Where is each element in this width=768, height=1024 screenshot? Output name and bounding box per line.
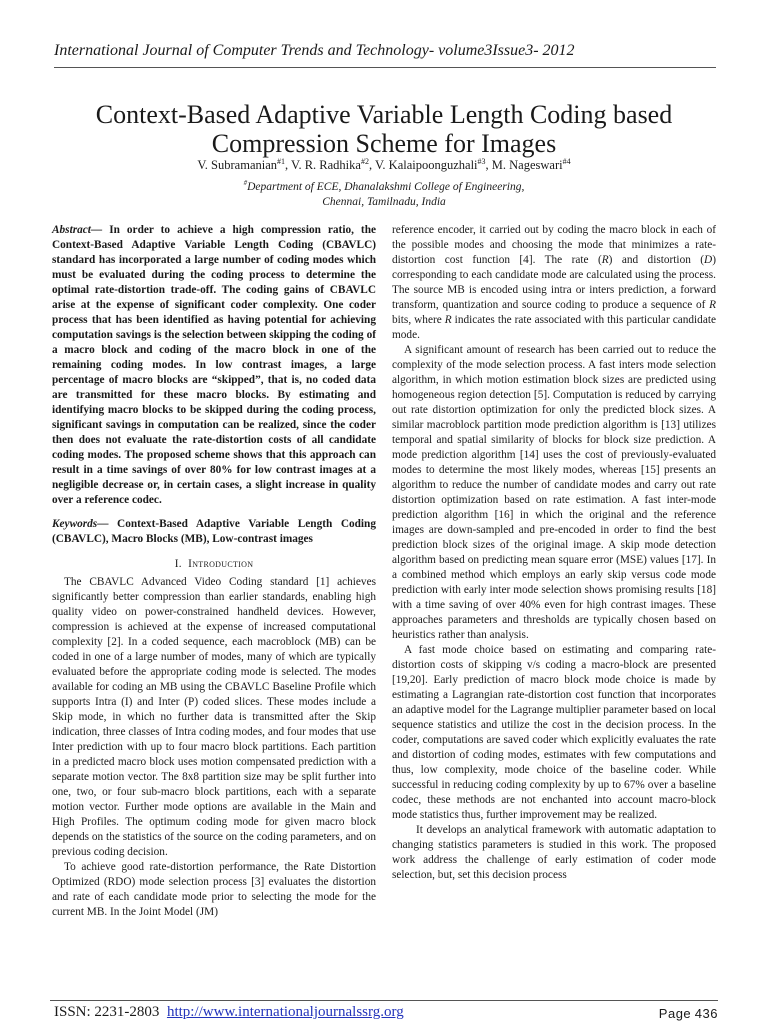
paper-title-line-2: Compression Scheme for Images	[211, 129, 557, 158]
affiliation-sup: #	[243, 179, 248, 187]
text-run: ) and distortion (	[608, 254, 705, 266]
header-divider	[54, 67, 716, 68]
author-sup: #2	[360, 157, 369, 166]
abstract-text: In order to achieve a high compression ratio, the Context-Based Adaptive Variable Length Coding (CBAVLC) standard has incorporated a large number of coding modes which must be evaluated during the coding process to determine the optimal rate-distortion trade-off. The coding gains of CBAVLC arise at the expense of significant coder complexity. One coder process that has been identified as having potential for achieving computation savings is the selection between skipping the coding of a macro block and coding of the macro block in one of the remaining coding modes. In low contrast images, a large percentage of macro blocks are “skipped”, that is, no coded data are transmitted for these macro blocks. By estimating and identifying macro blocks to be skipped during the coding process, significant savings in computation can be realized, since the coder then does not evaluate the rate-distortion costs of all candidate coding modes. The proposed scheme shows that this approach can result in a time savings of over 80% for low contrast images at a negligible decrease or, in certain cases, a slight increase in quality over a reference codec.	[52, 224, 376, 506]
left-column	[52, 223, 376, 920]
journal-website-link[interactable]: http://www.internationaljournalssrg.org	[166, 1004, 404, 1020]
abstract	[52, 223, 376, 508]
section-title: Introduction	[188, 558, 254, 570]
author-name: V. R. Radhika	[291, 158, 361, 173]
paper-title	[40, 100, 728, 158]
variable-r: R	[444, 314, 452, 326]
keywords-text: Context-Based Adaptive Variable Length Coding (CBAVLC), Macro Blocks (MB), Low-contrast images	[52, 518, 376, 545]
keywords-label: Keywords—	[52, 518, 109, 530]
issn-text: ISSN: 2231-2803	[54, 1004, 160, 1020]
affiliation-line-1: Department of ECE, Dhanalakshmi College of Engineering,	[247, 180, 525, 193]
text-run: reference encoder, it carried out by coding the macro block in each of the possible modes and choosing the mode that minimizes a rate-distortion cost function [4]. The rate (	[392, 224, 716, 266]
author-name: M. Nageswari	[491, 158, 563, 173]
right-column	[392, 223, 716, 883]
keywords	[52, 517, 376, 547]
page-number	[659, 1006, 718, 1021]
footer-divider	[50, 1000, 718, 1001]
body-paragraph	[392, 223, 716, 343]
body-paragraph: The CBAVLC Advanced Video Coding standard [1] achieves significantly better compression than earlier standards, enabling high quality video on power-constrained handheld devices. However, compression is achieved at the expense of increased computational complexity [2]. In a coded sequence, each macroblock (MB) can be coded in one of a large number of modes, many of which are typically evaluated before the appropriate coding mode is selected. The modes available for coding an MB using the CBAVLC Baseline Profile which supports Intra (I) and Inter (P) coded slices. These modes include a Skip mode, in which no further data is transmitted after the Skip indication, three classes of Intra coding modes, and four modes that use Inter prediction with up to four macro block partitions. Each partition in a predicted macro block uses motion compensated prediction with a separate motion vector. The 8x8 partition size may be split further into one, two, or four sub-macro block partitions, each with a separate motion vector. Further mode options are available in the Main and High Profiles. The optimum coding mode for given macro block depends on the statistics of the source on the coding parameters, and on previous coding decision.	[52, 576, 376, 858]
author-sup: #1	[277, 157, 286, 166]
author-list: V. Subramanian$^{\#1}$, V. R. Radhika$^{\#2}$, V. Kalaipoonguzhali$^{\#3}$, M. Nageswari$^{\#4}$	[197, 157, 571, 173]
body-paragraph: To achieve good rate-distortion performance, the Rate Distortion Optimized (RDO) mode selection process [3] evaluates the distortion and rate of each candidate mode prior to selecting the mode for the current MB. In the Joint Model (JM)	[52, 861, 376, 918]
text-run: bits, where	[392, 314, 445, 326]
affiliation-line-2: Chennai, Tamilnadu, India	[322, 195, 446, 208]
variable-r: R	[709, 299, 716, 311]
affiliation	[40, 176, 728, 210]
body-paragraph: A fast mode choice based on estimating and comparing rate-distortion costs of skipping v/s coding a macro-block are presented [19,20]. Early prediction of macro block mode choice is made by estimating a Lagrangian rate-distortion cost function that incorporates an adaptive model for the Lagrange multiplier parameter based on local sequence statistics and utilize the cost in the decision process. In the coder, computations are saved coder which explicitly evaluates the rate and distortion of coding modes, estimates with few computations and thus, low complexity, mode choice of the baseline coder. While successful in reducing coding complexity by up to 67% over a baseline codec, these methods are not enchanted into account macro-block mode statistics thus, further improvement may be realized.	[392, 644, 716, 821]
text-run: ) corresponding to each candidate mode are calculated using the process. The source MB is encoded using intra or inters prediction, a forward transform, quantization and source coding to produce a sequence of	[392, 254, 716, 311]
section-heading	[52, 557, 376, 572]
footer-issn	[54, 1004, 404, 1021]
journal-header: International Journal of Computer Trends and Technology- volume3Issue3- 2012	[54, 42, 575, 59]
variable-d: D	[704, 254, 713, 266]
page-label: Page	[658, 1006, 692, 1021]
abstract-label: Abstract—	[52, 224, 103, 236]
body-paragraph: It develops an analytical framework with automatic adaptation to changing statistics parameters is studied in this work. The proposed work address the challenge of early estimation of coder mode selection, but, set this decision process	[392, 824, 716, 881]
author-name: V. Kalaipoonguzhali	[375, 158, 478, 173]
author-name: V. Subramanian	[197, 158, 278, 173]
author-sup: #3	[477, 157, 486, 166]
page-number-value: 436	[694, 1006, 718, 1021]
paper-title-line-1: Context-Based Adaptive Variable Length Coding based	[95, 100, 673, 129]
variable-r: R	[601, 254, 609, 266]
text-run: indicates the rate associated with this particular candidate mode.	[392, 314, 716, 341]
section-number: I.	[174, 558, 182, 570]
body-paragraph: A significant amount of research has been carried out to reduce the complexity of the mode selection process. A fast inters mode selection algorithm, in which motion estimation block sizes are predicted using homogeneous region detection [5]. Computation is reduced by carrying out rate distortion optimization for only the predicted block sizes. A similar macroblock partition mode prediction algorithm is [13] utilizes temporal and spatial similarity of blocks for block size prediction. A mode prediction algorithm [14] uses the cost of previously-evaluated modes to determine the most likely modes, whereas [15] presents an algorithm to reduce the number of candidate modes and carry out rate distortion optimization based on rate estimation. A fast inter-mode prediction algorithm [16] in which the original and the reference images are down-sampled and pre-encoded in order to find the best prediction block sizes of the original image. A skip mode detection algorithm based on predicting mean square error (MSE) values [17]. In a combined method which employs an early skip versus code mode prediction with early inter mode selection shows promising results [18] with a time saving of over 40% even for high contrast images. These approaches parameters and thresholds are typically chosen based on heuristics rather than analysis.	[392, 344, 716, 641]
author-sup: #4	[562, 157, 571, 166]
